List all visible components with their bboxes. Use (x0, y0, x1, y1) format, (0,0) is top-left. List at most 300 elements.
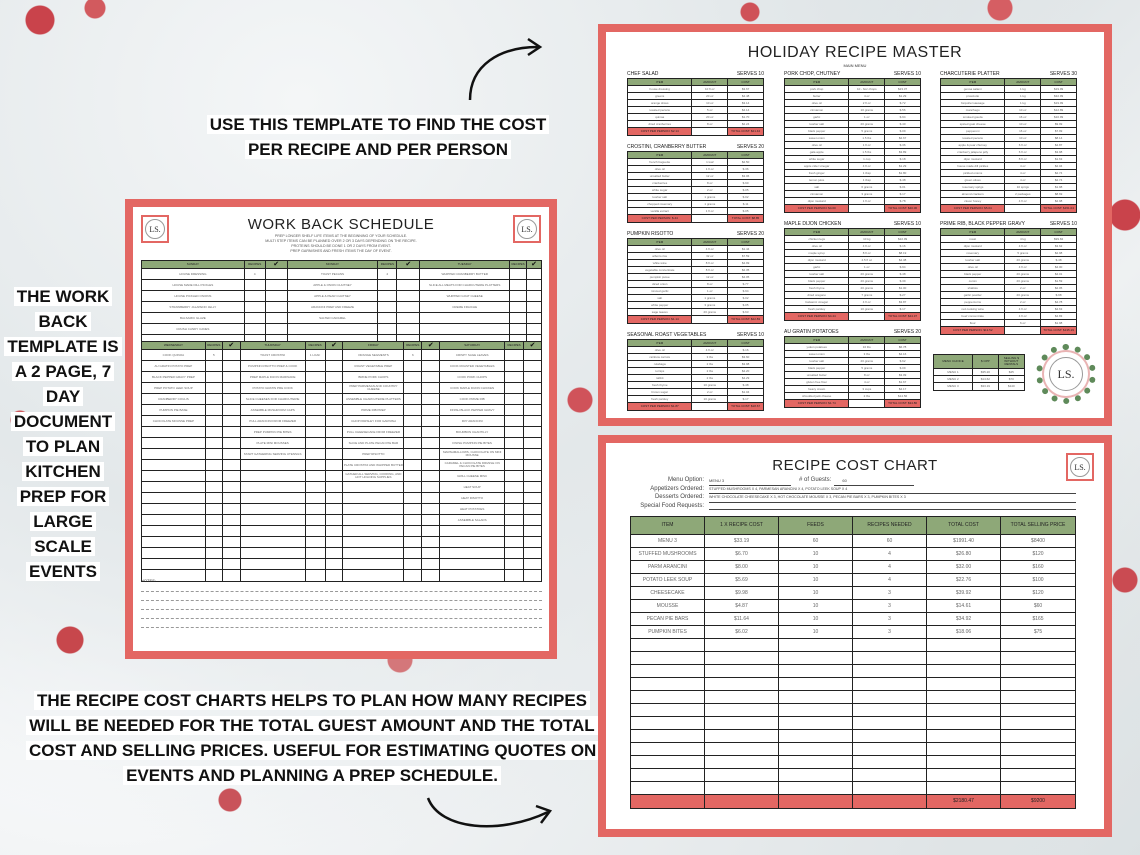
table-cell[interactable]: $6.70 (705, 548, 779, 560)
done-checkbox[interactable] (422, 361, 440, 371)
done-checkbox[interactable] (223, 438, 241, 448)
ingredient-name[interactable]: arborio rice (628, 253, 692, 259)
recipes-cell[interactable] (206, 526, 223, 536)
recipes-cell[interactable] (206, 537, 223, 547)
recipes-cell[interactable] (404, 361, 422, 371)
cost[interactable]: $1.29 (898, 163, 907, 168)
recipes-cell[interactable] (206, 383, 223, 393)
task-cell[interactable]: ASSEMBLE SALADS (440, 515, 505, 525)
task-cell[interactable]: COOK PRIME RIB (440, 394, 505, 404)
blank-cell[interactable] (927, 678, 1001, 690)
recipes-cell[interactable] (306, 548, 326, 558)
ingredient-name[interactable]: peppercorns (941, 299, 1005, 305)
blank-cell[interactable] (705, 639, 779, 651)
task-cell[interactable]: BOURBON CHANTILLY (440, 427, 505, 437)
ingredient-name[interactable]: kosher salt (941, 257, 1005, 263)
amount[interactable]: 10 grams (692, 382, 728, 388)
task-cell[interactable]: ORANGE SEGMENTS (343, 350, 404, 360)
amount[interactable]: 20 grams (849, 285, 885, 291)
task-cell[interactable]: HOUSE DRESSING (142, 269, 245, 279)
amount[interactable]: 6 fl oz (1005, 149, 1041, 155)
blank-cell[interactable] (853, 756, 927, 768)
amount[interactable]: 3 lbs (692, 354, 728, 360)
amount[interactable]: 3 grams (849, 191, 885, 197)
amount[interactable]: 2 lbs (692, 368, 728, 374)
cost[interactable]: $.17 (899, 306, 906, 311)
blank-cell[interactable] (927, 717, 1001, 729)
task-cell[interactable] (142, 427, 206, 437)
ingredient-name[interactable]: minced garlic (628, 288, 692, 294)
table-cell[interactable]: $160 (1032, 563, 1044, 570)
blank-cell[interactable] (631, 678, 705, 690)
cost[interactable]: $4.48 (741, 93, 750, 98)
cost[interactable]: $4.20 (741, 368, 750, 373)
ingredient-name[interactable]: pepperoni (941, 128, 1005, 134)
blank-cell[interactable] (1001, 691, 1075, 703)
task-cell[interactable] (343, 515, 404, 525)
done-checkbox[interactable] (422, 548, 440, 558)
ingredient-name[interactable]: dijon mustard (785, 198, 849, 204)
recipes-cell[interactable] (206, 394, 223, 404)
cost[interactable]: $.48 (1055, 257, 1062, 262)
blank-cell[interactable] (631, 639, 705, 651)
ingredient-name[interactable]: pork chop (785, 86, 849, 92)
cost[interactable]: $1.98 (1054, 184, 1063, 189)
amount[interactable]: 4 oz (1005, 170, 1041, 176)
amount[interactable]: 2 oz (692, 389, 728, 395)
done-checkbox[interactable] (223, 372, 241, 382)
task-cell[interactable]: HEAT SOUP (440, 482, 505, 492)
amount[interactable]: 1 oz (849, 114, 885, 120)
cost[interactable]: $8.19 (898, 250, 907, 255)
cost[interactable]: $.94 (899, 264, 906, 269)
appetizers-field[interactable]: STUFFED MUSHROOMS X 4, PARMESAN ARANCINI X 4, POTATO LEEK SOUP X 4 (709, 486, 1076, 495)
recipes-cell[interactable] (306, 493, 326, 503)
recipes-cell[interactable] (206, 471, 223, 481)
cost[interactable]: $.98 (1055, 292, 1062, 297)
task-cell[interactable]: CRISPY SAGE LEAVES (440, 350, 505, 360)
cost[interactable]: $.56 (899, 107, 906, 112)
task-cell[interactable]: HEAT POTATOES (440, 504, 505, 514)
table-cell[interactable]: 3 (853, 600, 927, 612)
done-checkbox[interactable] (326, 405, 344, 415)
recipes-cell[interactable] (505, 394, 524, 404)
done-checkbox[interactable] (223, 350, 241, 360)
amount[interactable]: 7 grams (849, 292, 885, 298)
cost[interactable]: $10.99 (1053, 114, 1064, 119)
ingredient-name[interactable]: sweet onion (785, 135, 849, 141)
amount[interactable]: 4 fl oz (1005, 306, 1041, 312)
done-checkbox[interactable] (223, 559, 241, 569)
done-checkbox[interactable] (326, 394, 344, 404)
recipes-cell[interactable] (206, 548, 223, 558)
cost[interactable]: $.48 (899, 271, 906, 276)
done-checkbox[interactable] (223, 493, 241, 503)
amount[interactable]: 1 oz (849, 264, 885, 270)
recipes-cell[interactable] (404, 526, 422, 536)
cost[interactable]: $9.99 (1054, 121, 1063, 126)
blank-cell[interactable] (779, 665, 853, 677)
amount[interactable]: 2 oz (692, 187, 728, 193)
cost[interactable]: $7.99 (1054, 128, 1063, 133)
recipes-cell[interactable] (404, 460, 422, 470)
table-cell[interactable]: $6.02 (705, 626, 779, 638)
ingredient-name[interactable]: dijon mustard (941, 243, 1005, 249)
cost[interactable]: $4.17 (898, 386, 907, 391)
done-checkbox[interactable] (397, 324, 420, 334)
blank-cell[interactable] (779, 704, 853, 716)
recipes-cell[interactable]: 1 LOAF (306, 350, 326, 360)
ingredient-name[interactable]: cumin (941, 278, 1005, 284)
blank-cell[interactable] (927, 639, 1001, 651)
amount[interactable]: 32 oz (692, 253, 728, 259)
table-cell[interactable]: 10 (779, 548, 853, 560)
blank-cell[interactable] (779, 730, 853, 742)
menu-cell[interactable]: $33.19 (973, 383, 998, 390)
recipes-cell[interactable] (206, 427, 223, 437)
cost[interactable]: $19.99 (1053, 86, 1064, 91)
cost[interactable]: $14.56 (897, 393, 908, 398)
ingredient-name[interactable]: fresh parsley (785, 306, 849, 312)
done-checkbox[interactable] (326, 427, 344, 437)
amount[interactable]: 8 fl oz (849, 250, 885, 256)
ingredient-name[interactable]: manchego (941, 107, 1005, 113)
blank-cell[interactable] (779, 756, 853, 768)
table-cell[interactable]: 10 (779, 574, 853, 586)
amount[interactable]: 1 tbsp (849, 177, 885, 183)
recipes-cell[interactable] (306, 438, 326, 448)
done-checkbox[interactable] (524, 482, 541, 492)
cost[interactable]: $1.80 (898, 170, 907, 175)
done-checkbox[interactable] (422, 427, 440, 437)
recipes-cell[interactable] (505, 460, 524, 470)
recipes-cell[interactable] (206, 361, 223, 371)
recipes-cell[interactable] (505, 405, 524, 415)
table-cell[interactable]: $14.61 (927, 600, 1001, 612)
task-cell[interactable]: WHIPPED GOAT CHEESE (420, 291, 510, 301)
ingredient-name[interactable]: gala apple (785, 149, 849, 155)
done-checkbox[interactable] (524, 449, 541, 459)
cost[interactable]: $99.84 (1053, 236, 1064, 241)
blank-cell[interactable] (1001, 704, 1075, 716)
recipes-cell[interactable] (245, 324, 266, 334)
ingredient-name[interactable]: rainbow carrots (628, 354, 692, 360)
done-checkbox[interactable] (326, 515, 344, 525)
recipes-cell[interactable] (510, 291, 527, 301)
amount[interactable]: 4 fl oz (1005, 198, 1041, 204)
cost[interactable]: $.62 (899, 358, 906, 363)
recipes-cell[interactable] (306, 383, 326, 393)
blank-cell[interactable] (779, 743, 853, 755)
ingredient-name[interactable]: rabbit (628, 375, 692, 381)
done-checkbox[interactable] (524, 372, 541, 382)
blank-cell[interactable] (1001, 678, 1075, 690)
amount[interactable]: 5 oz (692, 107, 728, 113)
ingredient-name[interactable]: vanilla extract (628, 208, 692, 214)
amount[interactable]: 20 grams (1005, 257, 1041, 263)
amount[interactable]: 20 grams (1005, 292, 1041, 298)
recipes-cell[interactable] (378, 302, 397, 312)
done-checkbox[interactable] (527, 302, 541, 312)
table-cell[interactable]: 3 (853, 587, 927, 599)
blank-cell[interactable] (705, 704, 779, 716)
cost[interactable]: $4.14 (741, 107, 750, 112)
task-cell[interactable]: STRAWBERRY JALAPENO JELLY (142, 302, 245, 312)
table-cell[interactable]: $33.19 (705, 535, 779, 547)
ingredient-name[interactable]: kosher salt (785, 271, 849, 277)
blank-cell[interactable] (853, 652, 927, 664)
cost[interactable]: $22.09 (897, 236, 908, 241)
table-cell[interactable]: 4 (853, 574, 927, 586)
ingredient-name[interactable]: kosher salt (785, 358, 849, 364)
cost[interactable]: $4.87 (1054, 142, 1063, 147)
cost[interactable]: $2.98 (1054, 250, 1063, 255)
recipes-cell[interactable] (206, 482, 223, 492)
task-cell[interactable]: HOUSE MADE DILL PICKLES (142, 280, 245, 290)
done-checkbox[interactable] (422, 350, 440, 360)
cost[interactable]: $.17 (742, 396, 749, 401)
task-cell[interactable]: PREP POTATO LEEK SOUP (142, 383, 206, 393)
cost[interactable]: $.39 (899, 278, 906, 283)
amount[interactable]: 20 grams (849, 358, 885, 364)
done-checkbox[interactable] (524, 361, 541, 371)
ingredient-name[interactable]: white pepper (628, 302, 692, 308)
cost[interactable]: $.17 (899, 191, 906, 196)
cost[interactable]: $1.44 (741, 246, 750, 251)
ingredient-name[interactable]: beef concentrate (941, 313, 1005, 319)
table-cell[interactable]: $4.87 (705, 600, 779, 612)
menu-cell[interactable]: MENU 3 (934, 383, 973, 390)
cost[interactable]: $.01 (899, 184, 906, 189)
cost[interactable]: $.02 (742, 295, 749, 300)
recipes-cell[interactable] (206, 460, 223, 470)
task-cell[interactable] (142, 559, 206, 569)
table-cell[interactable]: $100 (1032, 576, 1044, 583)
ingredient-name[interactable]: garlic powder (941, 292, 1005, 298)
task-cell[interactable] (241, 537, 306, 547)
cost[interactable]: $1.04 (741, 389, 750, 394)
table-cell[interactable]: $32.00 (927, 561, 1001, 573)
done-checkbox[interactable] (326, 537, 344, 547)
amount[interactable]: 4 oz (849, 379, 885, 385)
task-cell[interactable] (241, 548, 306, 558)
ingredient-name[interactable]: olive oil (628, 347, 692, 353)
ingredient-name[interactable]: kosher salt (628, 194, 692, 200)
recipes-cell[interactable] (306, 405, 326, 415)
recipes-cell[interactable] (505, 559, 524, 569)
blank-cell[interactable] (853, 717, 927, 729)
ingredient-name[interactable]: kosher salt (785, 121, 849, 127)
done-checkbox[interactable] (524, 350, 541, 360)
amount[interactable]: 10 grams (692, 396, 728, 402)
done-checkbox[interactable] (397, 313, 420, 323)
task-cell[interactable]: ARANCINI PREP AND FREEZE (288, 302, 379, 312)
cost[interactable]: $.94 (899, 114, 906, 119)
ingredient-name[interactable]: fresh parsley (628, 396, 692, 402)
task-cell[interactable]: FINISH PUMPKIN PIE BITES (440, 438, 505, 448)
done-checkbox[interactable] (326, 548, 344, 558)
menu-cell[interactable]: $70 (1008, 376, 1014, 381)
table-cell[interactable]: $26.80 (927, 548, 1001, 560)
task-cell[interactable]: SALTED CARAMEL (288, 313, 379, 323)
amount[interactable]: 4 fl oz (849, 243, 885, 249)
blank-cell[interactable] (1001, 665, 1075, 677)
cost[interactable]: $.48 (899, 177, 906, 182)
ingredient-name[interactable]: fresh thyme (785, 285, 849, 291)
ingredient-name[interactable]: olive oil (628, 246, 692, 252)
task-cell[interactable]: PUMPKIN RISOTTO PREP & COOK (241, 361, 306, 371)
blank-cell[interactable] (853, 665, 927, 677)
ingredient-name[interactable]: olive oil (785, 243, 849, 249)
task-cell[interactable]: SLICE CHEESES FOR CHARCUTERIE (241, 394, 306, 404)
ingredient-name[interactable]: black pepper (785, 278, 849, 284)
ingredient-name[interactable]: green olives (941, 177, 1005, 183)
ingredient-name[interactable]: prosciutto (941, 93, 1005, 99)
recipes-cell[interactable] (404, 427, 422, 437)
task-cell[interactable] (142, 460, 206, 470)
table-cell[interactable]: 10 (779, 587, 853, 599)
table-cell[interactable]: $120 (1032, 550, 1044, 557)
ingredient-name[interactable]: house made dill pickles (941, 163, 1005, 169)
recipes-cell[interactable] (404, 515, 422, 525)
blank-cell[interactable] (853, 769, 927, 781)
task-cell[interactable]: CRANBERRY COULIS (142, 394, 206, 404)
ingredient-name[interactable]: pickled onions (941, 170, 1005, 176)
done-checkbox[interactable] (326, 504, 344, 514)
cost[interactable]: $3.89 (898, 149, 907, 154)
cost[interactable]: $.09 (899, 128, 906, 133)
recipes-cell[interactable] (510, 313, 527, 323)
done-checkbox[interactable] (422, 526, 440, 536)
cost[interactable]: $1.59 (1054, 278, 1063, 283)
task-cell[interactable]: CRUSH CANDY CANES (142, 324, 245, 334)
amount[interactable]: 8 oz (692, 281, 728, 287)
recipes-cell[interactable] (306, 372, 326, 382)
done-checkbox[interactable] (422, 504, 440, 514)
recipes-cell[interactable] (206, 515, 223, 525)
task-cell[interactable]: CARAMEL & CHOCOLATE DRIZZLE ON PECAN PIE BITES (440, 460, 505, 470)
recipes-cell[interactable] (378, 280, 397, 290)
done-checkbox[interactable] (223, 537, 241, 547)
task-cell[interactable] (420, 324, 510, 334)
blank-cell[interactable] (927, 704, 1001, 716)
ingredient-name[interactable]: dried cranberries (628, 121, 692, 127)
done-checkbox[interactable] (422, 405, 440, 415)
amount[interactable]: 5 grams (849, 365, 885, 371)
table-cell[interactable]: MENU 3 (631, 535, 705, 547)
done-checkbox[interactable] (223, 515, 241, 525)
amount[interactable]: 4 fl oz (692, 347, 728, 353)
blank-cell[interactable] (853, 704, 927, 716)
ingredient-name[interactable]: olive oil (941, 264, 1005, 270)
done-checkbox[interactable] (527, 324, 541, 334)
done-checkbox[interactable] (524, 416, 541, 426)
recipes-cell[interactable] (404, 504, 422, 514)
blank-cell[interactable] (631, 743, 705, 755)
done-checkbox[interactable] (397, 302, 420, 312)
recipes-cell[interactable] (510, 280, 527, 290)
cost[interactable]: $1.00 (898, 285, 907, 290)
task-cell[interactable]: BLACK PEPPER GRAVY PREP (142, 372, 206, 382)
cost[interactable]: $.72 (899, 100, 906, 105)
done-checkbox[interactable] (397, 269, 420, 279)
done-checkbox[interactable] (524, 537, 541, 547)
done-checkbox[interactable] (524, 471, 541, 481)
ingredient-name[interactable]: lemon juice (785, 177, 849, 183)
amount[interactable]: 4 oz (849, 93, 885, 99)
cost[interactable]: $3.06 (741, 173, 750, 178)
task-cell[interactable]: PULL ARANCINI FROM FREEZER (241, 416, 306, 426)
amount[interactable]: 1 fl oz (849, 142, 885, 148)
done-checkbox[interactable] (524, 438, 541, 448)
amount[interactable]: 4 kg (1005, 236, 1041, 242)
amount[interactable]: 1 grams (692, 194, 728, 200)
ingredient-name[interactable]: spiced goat cheese (941, 121, 1005, 127)
done-checkbox[interactable] (524, 559, 541, 569)
task-cell[interactable] (241, 515, 306, 525)
amount[interactable]: 8 fl oz (692, 260, 728, 266)
done-checkbox[interactable] (527, 269, 541, 279)
ingredient-name[interactable]: cranberry jalapeno jelly (941, 149, 1005, 155)
cost[interactable]: $1.63 (1054, 156, 1063, 161)
cost[interactable]: $2.74 (1054, 170, 1063, 175)
recipes-cell[interactable] (510, 269, 527, 279)
task-cell[interactable] (241, 460, 306, 470)
cost[interactable]: $.48 (742, 382, 749, 387)
amount[interactable]: 1.5 lbs (849, 135, 885, 141)
cost[interactable]: $.94 (742, 288, 749, 293)
cost[interactable]: $1.67 (898, 379, 907, 384)
cost[interactable]: $2.24 (741, 121, 750, 126)
task-cell[interactable]: COOK MAPLE DIJON CHICKEN (440, 383, 505, 393)
task-cell[interactable]: HEAT RISOTTO (440, 493, 505, 503)
done-checkbox[interactable] (223, 471, 241, 481)
ingredient-name[interactable]: orange slices (628, 100, 692, 106)
amount[interactable]: 1 kg (1005, 100, 1041, 106)
blank-cell[interactable] (705, 730, 779, 742)
ingredient-name[interactable]: red cooking wine (941, 306, 1005, 312)
cost[interactable]: $4.00 (1054, 264, 1063, 269)
done-checkbox[interactable] (326, 350, 344, 360)
amount[interactable]: 20 grams (849, 271, 885, 277)
ingredient-name[interactable]: roast (941, 236, 1005, 242)
amount[interactable]: 8 oz (849, 372, 885, 378)
table-cell[interactable]: $120 (1032, 589, 1044, 596)
amount[interactable]: 4 fl oz (1005, 264, 1041, 270)
menu-cell[interactable]: MENU 2 (934, 376, 973, 382)
cost[interactable]: $3.98 (1054, 149, 1063, 154)
blank-cell[interactable] (853, 639, 927, 651)
blank-cell[interactable] (1001, 652, 1075, 664)
amount[interactable]: 8 fl oz (692, 267, 728, 273)
done-checkbox[interactable] (223, 504, 241, 514)
task-cell[interactable]: PUMPKIN PIE BASE (142, 405, 206, 415)
cost[interactable]: $8.14 (1054, 135, 1063, 140)
recipes-cell[interactable] (505, 383, 524, 393)
blank-cell[interactable] (1001, 730, 1075, 742)
done-checkbox[interactable] (422, 460, 440, 470)
done-checkbox[interactable] (326, 460, 344, 470)
done-checkbox[interactable] (266, 324, 288, 334)
ingredient-name[interactable]: flour (941, 320, 1005, 326)
desserts-field[interactable]: WHITE CHOCOLATE CHEESECAKE X 3, HOT CHOCOLATE MOUSSE X 3, PECAN PIE BARS X 3, PUMPKIN BITES X 3 (709, 494, 1076, 503)
ingredient-name[interactable]: fresh ginger (785, 170, 849, 176)
recipes-cell[interactable] (306, 416, 326, 426)
recipes-cell[interactable] (404, 405, 422, 415)
amount[interactable]: 10 grams (849, 107, 885, 113)
table-cell[interactable]: PARM ARANCINI (631, 561, 705, 573)
task-cell[interactable]: COOK QUINOA (142, 350, 206, 360)
